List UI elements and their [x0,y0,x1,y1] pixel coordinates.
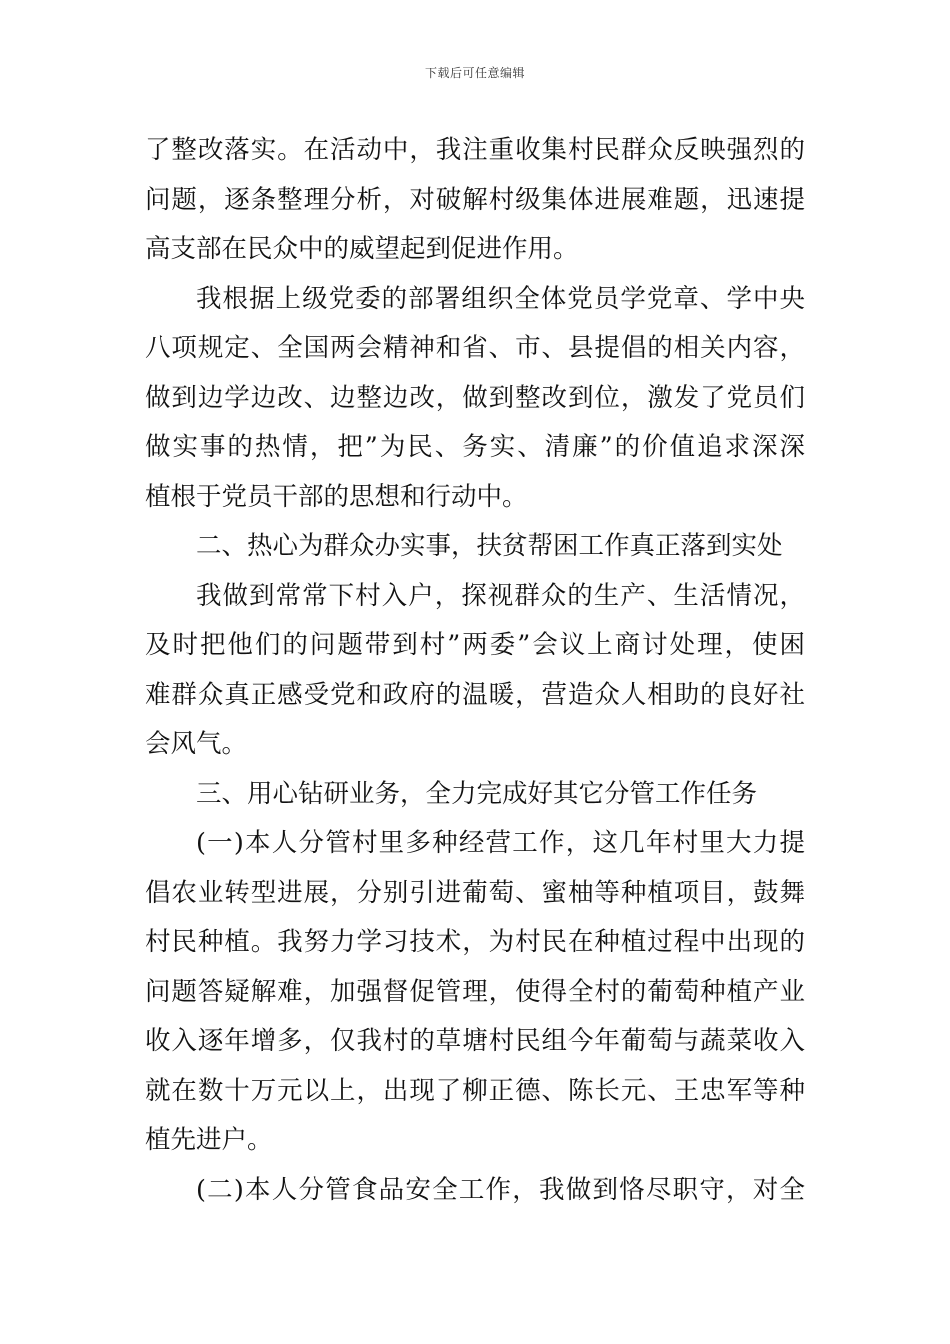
text-line: 做实事的热情，把”为民、务实、清廉”的价值追求深深 [145,432,805,462]
text-line: 就在数十万元以上，出现了柳正德、陈长元、王忠军等种 [145,1075,805,1106]
text-line: 我做到常常下村入户，探视群众的生产、生活情况， [196,580,805,611]
text-line: 高支部在民众中的威望起到促进作用。 [145,234,579,264]
text-line: 问题，逐条整理分析，对破解村级集体进展难题，迅速提 [145,184,805,215]
text-line: 了整改落实。在活动中，我注重收集村民群众反映强烈的 [145,135,805,165]
text-line: 八项规定、全国两会精神和省、市、县提倡的相关内容， [145,333,805,363]
text-line: 倡农业转型进展，分别引进葡萄、蜜柚等种植项目，鼓舞 [145,877,805,908]
section-heading: 三、用心钻研业务，全力完成好其它分管工作任务 [196,778,758,809]
text-line: 我根据上级党委的部署组织全体党员学党章、学中央 [196,283,805,314]
text-line: 收入逐年增多，仅我村的草塘村民组今年葡萄与蔬菜收入 [145,1026,805,1056]
text-line: 村民种植。我努力学习技术，为村民在种植过程中出现的 [145,927,805,957]
document-body [145,126,805,1215]
text-line: 植先进户。 [145,1125,273,1155]
text-line: 问题答疑解难，加强督促管理，使得全村的葡萄种植产业 [145,976,805,1007]
text-line: 会风气。 [145,729,248,759]
text-line: 难群众真正感受党和政府的温暖，营造众人相助的良好社 [145,679,805,710]
page-header: 下载后可任意编辑 [424,66,525,80]
text-line: (一)本人分管村里多种经营工作，这几年村里大力提 [196,828,805,858]
text-line: 及时把他们的问题带到村”两委”会议上商讨处理，使困 [145,630,805,660]
text-line: (二)本人分管食品安全工作，我做到恪尽职守，对全 [196,1174,805,1205]
text-line: 植根于党员干部的思想和行动中。 [145,481,528,512]
text-line: 做到边学边改、边整边改，做到整改到位，激发了党员们 [145,382,805,413]
section-heading: 二、热心为群众办实事，扶贫帮困工作真正落到实处 [196,531,783,561]
